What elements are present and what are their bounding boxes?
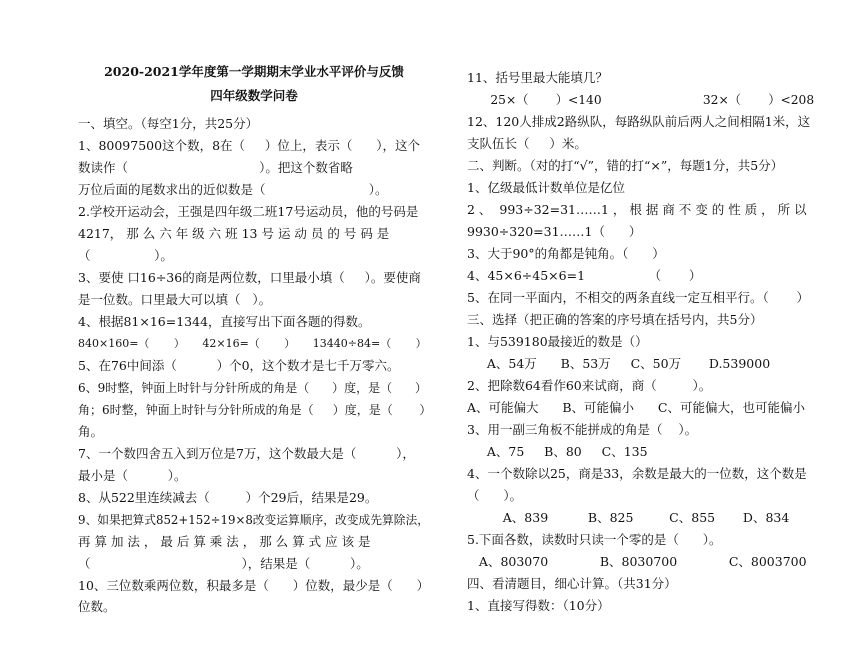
- question-line: 6、9时整，钟面上时针与分针所成的角是（ ）度，是（ ）: [78, 381, 428, 395]
- exam-title: 2020-2021学年度第一学期期末学业水平评价与反馈: [104, 64, 404, 79]
- question-line: 数读作（ ）。把这个数省略: [78, 160, 353, 175]
- question-line: 2.学校开运动会，王强是四年级二班17号运动员，他的号码是: [78, 204, 419, 219]
- question-line: 5、在同一平面内，不相交的两条直线一定互相平行。（ ）: [467, 290, 810, 305]
- question-line: （ ）。: [467, 488, 523, 503]
- question-line: 8、从522里连续减去（ ）个29后，结果是29。: [78, 490, 378, 505]
- question-line: 4、根据81×16=1344，直接写出下面各题的得数。: [78, 314, 371, 329]
- question-line: 最小是（ ）。: [78, 468, 187, 483]
- question-line: 3、要使 口16÷36的商是两位数，口里最小填（ ）。要使商: [78, 270, 421, 285]
- question-line: 3、用一副三角板不能拼成的角是（ ）。: [467, 422, 698, 437]
- question-line: 4、一个数除以25，商是33，余数是最大的一位数，这个数是: [467, 466, 807, 481]
- question-line: 角；6时整，钟面上时针与分针所成的角是（ ）度，是（ ）: [78, 403, 432, 417]
- question-line: 5.下面各数，读数时只读一个零的是（ ）。: [467, 532, 722, 547]
- question-line: 5、在76中间添（ ）个0，这个数才是七千万零六。: [78, 358, 400, 373]
- question-line: 11、括号里最大能填几？: [467, 70, 608, 85]
- question-line: 支队伍长（ ）米。: [467, 136, 587, 151]
- choice-options: A、可能偏大 B、可能偏小 C、可能偏大，也可能偏小: [467, 400, 805, 415]
- choice-options: A、803070 B、8030700 C、8003700: [467, 554, 807, 569]
- question-line: 840×160=（ ） 42×16=（ ） 13440÷84=（ ）: [78, 337, 427, 350]
- question-line: 10、三位数乘两位数，积最多是（ ）位数，最少是（ ）: [78, 578, 430, 593]
- question-line: 9、如果把算式852+152÷19×8改变运算顺序，改变成先算除法，: [78, 513, 430, 527]
- question-line: 4、45×6÷45×6=1 （ ）: [467, 268, 702, 283]
- question-line: 1、80097500这个数，8在（ ）位上，表示（ ），这个: [78, 138, 420, 153]
- question-line: （ ）。: [78, 248, 173, 263]
- question-line: 7、一个数四舍五入到万位是7万，这个数最大是（ ），: [78, 446, 415, 461]
- choice-options: A、54万 B、53万 C、50万 D.539000: [467, 356, 771, 371]
- exam-subtitle: 四年级数学问卷: [210, 88, 298, 103]
- question-line: 12、120人排成2路纵队，每路纵队前后两人之间相隔1米，这: [467, 114, 811, 129]
- section-3-heading: 三、选择（把正确的答案的序号填在括号内，共5分）: [467, 312, 763, 327]
- question-line: 1、与539180最接近的数是（）: [467, 334, 648, 349]
- question-line: 25×（ ）<140 32×（ ）<208: [467, 93, 815, 107]
- question-line: 位数。: [78, 599, 116, 614]
- question-line: 2、把除数64看作60来试商，商（ ）。: [467, 378, 712, 393]
- question-line: 9930÷320=31……1（ ）: [467, 224, 642, 239]
- question-line: 角。: [78, 424, 104, 439]
- question-line: 再 算 加 法 ， 最 后 算 乘 法 ， 那 么 算 式 应 该 是: [78, 534, 371, 549]
- question-line: 1、直接写得数：（10分）: [467, 598, 610, 613]
- question-line: 3、大于90°的角都是钝角。（ ）: [467, 246, 665, 261]
- section-2-heading: 二、判断。（对的打“√”，错的打“×”，每题1分，共5分）: [467, 158, 784, 173]
- section-1-heading: 一、填空。（每空1分，共25分）: [78, 116, 259, 131]
- question-line: 1、亿级最低计数单位是亿位: [467, 180, 625, 195]
- question-line: 4217， 那 么 六 年 级 六 班 13 号 运 动 员 的 号 码 是: [78, 226, 390, 241]
- question-line: （ ），结果是（ ）。: [78, 556, 369, 571]
- question-line: 是一位数。口里最大可以填（ ）。: [78, 292, 272, 307]
- choice-options: A、75 B、80 C、135: [467, 444, 648, 459]
- section-4-heading: 四、看清题目，细心计算。（共31分）: [467, 576, 677, 591]
- question-line: 2 、 993÷32=31……1 ， 根 据 商 不 变 的 性 质 ， 所 以: [467, 202, 807, 217]
- question-line: 万位后面的尾数求出的近似数是（ ）。: [78, 182, 388, 197]
- choice-options: A、839 B、825 C、855 D、834: [467, 510, 790, 525]
